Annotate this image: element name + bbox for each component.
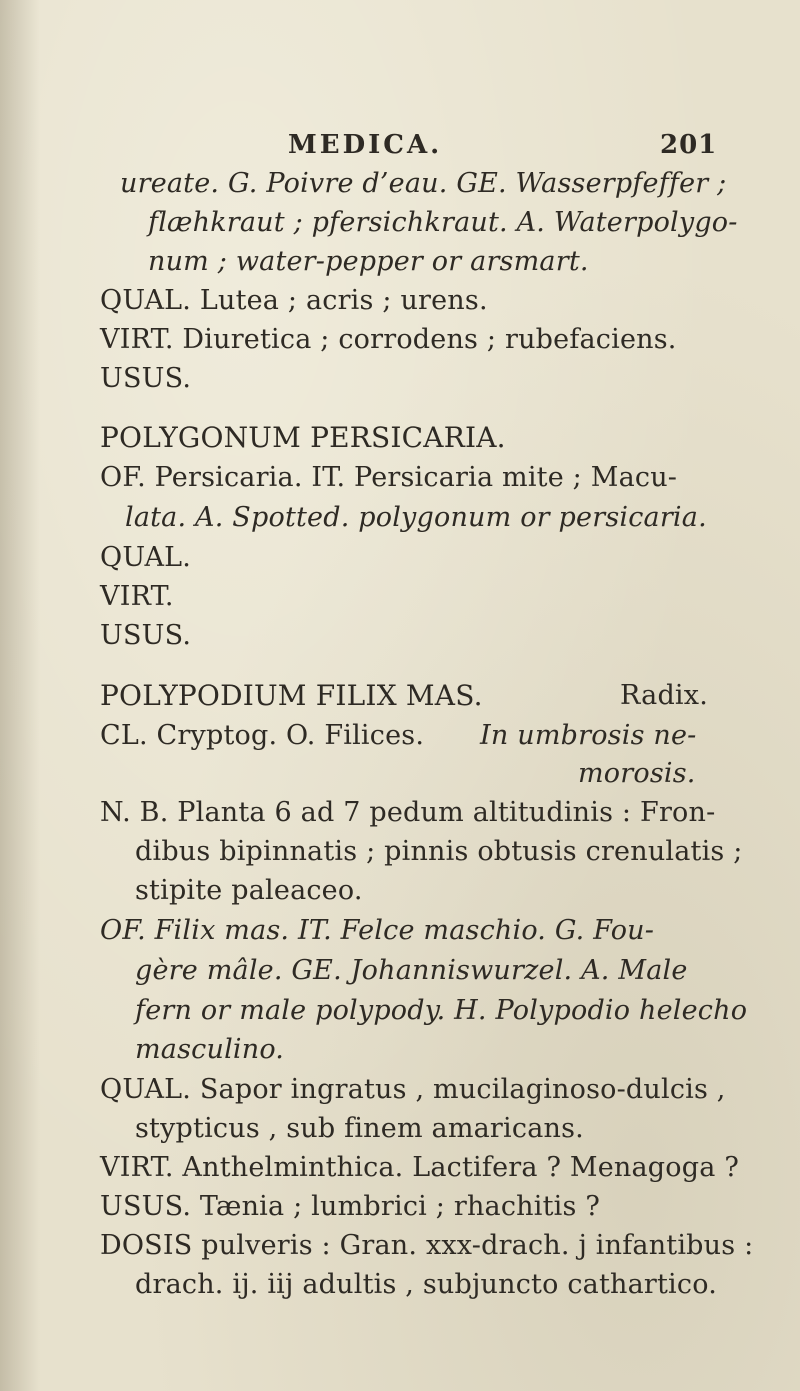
entry-heading-polygonum: POLYGONUM PERSICARIA. bbox=[100, 421, 506, 454]
page-number: 201 bbox=[660, 130, 718, 160]
text-line-22: gère mâle. GE. Johanniswurzel. A. Male bbox=[135, 955, 688, 986]
text-line-9: lata. A. Spotted. polygonum or persicaria. bbox=[125, 502, 707, 533]
text-line-29: DOSIS pulveris : Gran. xxx-drach. j infantibus : bbox=[100, 1230, 754, 1261]
text-line-3: num ; water-pepper or arsmart. bbox=[148, 246, 589, 277]
text-line-23: fern or male polypody. H. Polypodio helecho bbox=[135, 995, 748, 1026]
text-line-18: N. B. Planta 6 ad 7 pedum altitudinis : Fron- bbox=[100, 797, 716, 828]
text-line-30: drach. ij. iij adultis , subjuncto cathartico. bbox=[135, 1269, 717, 1300]
page-edge-shadow bbox=[0, 0, 40, 1391]
text-line-8: OF. Persicaria. IT. Persicaria mite ; Macu- bbox=[100, 462, 678, 493]
text-line-2: flæhkraut ; pfersichkraut. A. Waterpolygo- bbox=[148, 207, 738, 238]
running-header: MEDICA. bbox=[288, 130, 443, 160]
text-line-27: VIRT. Anthelminthica. Lactifera ? Menagoga ? bbox=[100, 1152, 739, 1183]
text-line-15: CL. Cryptog. O. Filices. bbox=[100, 720, 425, 751]
text-line-17: morosis. bbox=[578, 758, 696, 789]
text-line-26: stypticus , sub finem amaricans. bbox=[135, 1113, 584, 1144]
text-line-10: QUAL. bbox=[100, 542, 192, 573]
text-line-4: QUAL. Lutea ; acris ; urens. bbox=[100, 285, 488, 316]
text-line-25: QUAL. Sapor ingratus , mucilaginoso-dulcis , bbox=[100, 1074, 726, 1105]
text-line-21: OF. Filix mas. IT. Felce maschio. G. Fou- bbox=[100, 915, 655, 946]
text-line-6: USUS. bbox=[100, 363, 192, 394]
text-line-5: VIRT. Diuretica ; corrodens ; rubefaciens. bbox=[100, 324, 677, 355]
text-line-19: dibus bipinnatis ; pinnis obtusis crenulatis ; bbox=[135, 836, 743, 867]
text-line-20: stipite paleaceo. bbox=[135, 875, 363, 906]
text-line-11: VIRT. bbox=[100, 581, 174, 612]
text-line-12: USUS. bbox=[100, 620, 192, 651]
text-line-28: USUS. Tænia ; lumbrici ; rhachitis ? bbox=[100, 1191, 600, 1222]
text-line-24: masculino. bbox=[135, 1034, 285, 1065]
radix-label: Radix. bbox=[620, 680, 708, 711]
text-line-1: ureate. G. Poivre d’eau. GE. Wasserpfeffer ; bbox=[120, 168, 727, 199]
entry-heading-polypodium: POLYPODIUM FILIX MAS. bbox=[100, 679, 483, 712]
text-line-16: In umbrosis ne- bbox=[480, 720, 697, 751]
